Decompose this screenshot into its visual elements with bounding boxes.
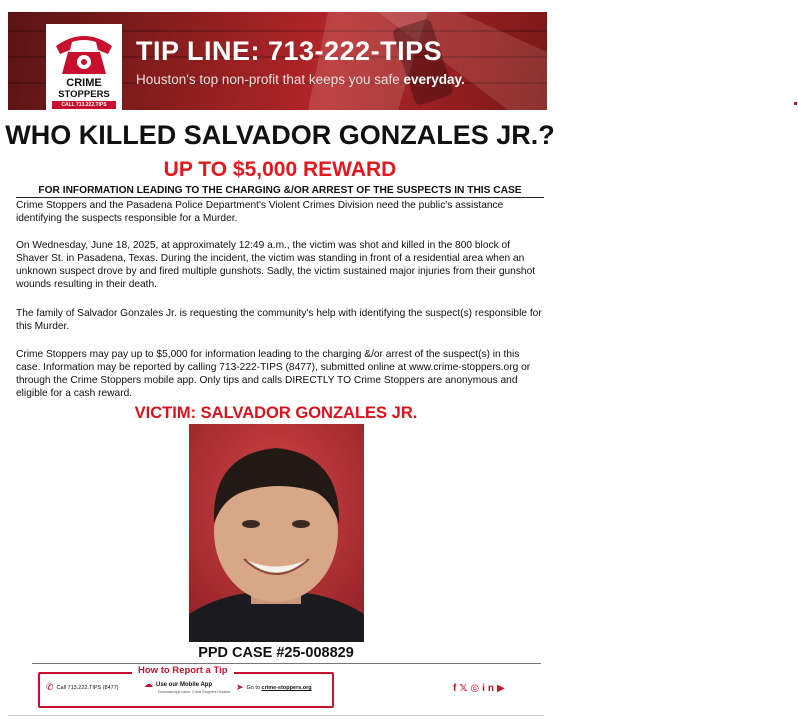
tip-line-banner xyxy=(8,12,547,110)
website-link[interactable]: crime-stoppers.org xyxy=(261,684,312,691)
paragraph-intro: Crime Stoppers and the Pasadena Police Department's Violent Crimes Division need the public's assistance identifying the suspects responsible for a Murder. xyxy=(16,200,504,224)
decorative-dot xyxy=(794,102,797,105)
phone-icon: ✆ xyxy=(46,682,54,692)
case-number: PPD CASE #25-008829 xyxy=(198,645,354,661)
victim-photo xyxy=(189,424,364,642)
paragraph-incident: On Wednesday, June 18, 2025, at approximately 12:49 a.m., the victim was shot and killed in the 800 block of Shaver St. in Pasadena, Texas. During the incident, the victim was standing in front of a residential area when an unknown suspect drove by and fired multiple gunshots. Sadly, the victim sustained major injuries from their gunshot wounds resulting in their death. xyxy=(16,240,536,290)
tip-line-subtitle: Houston's top non-profit that keeps you safe everyday. xyxy=(136,72,465,87)
page-title: WHO KILLED SALVADOR GONZALES JR.? xyxy=(5,120,555,150)
facebook-icon[interactable]: f xyxy=(453,683,460,694)
victim-label: VICTIM: SALVADOR GONZALES JR. xyxy=(134,404,418,422)
social-icons[interactable] xyxy=(453,683,508,694)
crime-stoppers-logo xyxy=(46,24,122,110)
logo-call-text: CALL 713.222.TIPS xyxy=(52,101,116,109)
logo-text-crime: CRIME xyxy=(66,77,102,89)
reward-amount: UP TO $5,000 REWARD xyxy=(163,158,397,181)
logo-text-stoppers: STOPPERS xyxy=(58,89,110,100)
report-tip-title: How to Report a Tip xyxy=(132,665,234,676)
tip-line-title: TIP LINE: 713-222-TIPS xyxy=(136,36,443,66)
victim-portrait-icon xyxy=(189,424,364,642)
paragraph-reward-info: Crime Stoppers may pay up to $5,000 for information leading to the charging &/or arrest of the suspect(s) in this case. Information may be reported by calling 713-222-TIPS (8477), submitted online at www.crime-stoppers.org or through the Crime Stoppers mobile app. Only tips and calls DIRECTLY TO Crime Stoppers are anonymous and eligible for a cash reward. xyxy=(16,349,531,399)
mobile-app-text: Use our Mobile App xyxy=(156,681,213,688)
navigation-arrow-icon: ➤ xyxy=(236,682,244,692)
youtube-icon[interactable]: ▶ xyxy=(497,683,508,694)
call-tip-item[interactable] xyxy=(46,682,119,693)
tip-line-subtitle-bold: everyday. xyxy=(403,72,465,87)
footer-divider xyxy=(32,663,541,664)
call-tip-text: Call 713.222.TIPS (8477) xyxy=(56,684,119,691)
twitter-icon[interactable]: 𝕏 xyxy=(459,683,471,694)
mobile-app-item[interactable] xyxy=(144,679,230,694)
linkedin-icon[interactable]: in xyxy=(482,683,498,694)
telephone-icon xyxy=(52,28,116,76)
mobile-app-subtext: Download app name: Crime Stoppers Houston xyxy=(158,690,231,694)
cloud-download-icon: ☁ xyxy=(144,679,153,689)
paragraph-family: The family of Salvador Gonzales Jr. is requesting the community's help with identifying the suspect(s) responsible for this Murder. xyxy=(16,308,542,332)
website-item[interactable]: ➤ Go to crime-stoppers.org xyxy=(236,682,312,692)
info-line: FOR INFORMATION LEADING TO THE CHARGING &/OR ARREST OF THE SUSPECTS IN THIS CASE xyxy=(16,185,544,198)
page-bottom-rule xyxy=(8,715,544,716)
instagram-icon[interactable]: ◎ xyxy=(470,683,483,694)
